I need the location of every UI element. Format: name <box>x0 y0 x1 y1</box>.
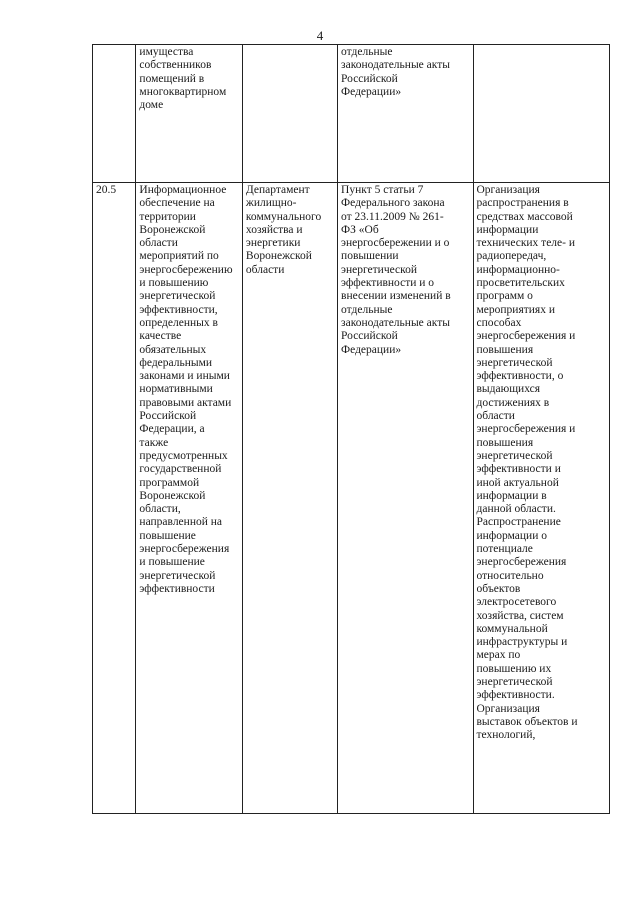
text-line: доме <box>139 99 164 112</box>
text-line: мероприятиях и <box>476 303 555 316</box>
text-line: коммунального <box>245 210 322 223</box>
text-line: информации <box>476 223 539 236</box>
text-line: энергетики <box>245 237 301 250</box>
cell-result <box>473 183 610 814</box>
cell-executor <box>242 45 337 183</box>
cell-number <box>93 45 136 183</box>
text-line: выставок объектов и <box>476 715 578 728</box>
text-line: внесении изменений в <box>341 290 451 303</box>
text-line: эффективности, <box>139 303 218 316</box>
text-line: нормативными <box>139 383 213 396</box>
text-line: отдельные <box>341 46 393 58</box>
text-line: Воронежской <box>245 250 312 263</box>
cell-legal-basis <box>338 45 473 183</box>
text-line: потенциале <box>476 543 533 556</box>
table-row <box>93 45 610 183</box>
measures-table <box>92 44 610 814</box>
text-line: электросетевого <box>476 596 557 609</box>
text-line: направленной на <box>139 516 223 529</box>
text-line: повышения <box>476 343 534 356</box>
text-line: и повышению <box>139 277 209 290</box>
text-line: области <box>476 410 515 423</box>
text-line: энергетической <box>139 290 216 303</box>
text-line: Российской <box>139 410 197 423</box>
text-line: технических теле- и <box>476 237 576 250</box>
text-line: законодательные акты <box>341 59 450 72</box>
text-line: Организация <box>476 184 540 196</box>
page-number: 4 <box>316 28 324 43</box>
text-line: законодательные акты <box>341 316 450 329</box>
text-line: Федерации, а <box>139 423 205 436</box>
text-line: Пункт 5 статьи 7 <box>341 184 424 196</box>
text-line: Федерации» <box>341 343 402 356</box>
text-line: территории <box>139 210 196 223</box>
text-line: эффективности <box>139 582 215 595</box>
text-line: энергосбережения и <box>476 423 576 436</box>
cell-result <box>473 45 610 183</box>
text-line: определенных в <box>139 316 218 329</box>
text-line: повышению их <box>476 662 552 675</box>
text-line: энергетической <box>341 263 418 276</box>
cell-executor <box>242 183 337 814</box>
text-line: правовыми актами <box>139 396 232 409</box>
text-line: имущества <box>139 46 194 58</box>
text-line: эффективности и о <box>341 277 435 290</box>
text-line: области, <box>139 503 181 516</box>
text-line: ФЗ «Об <box>341 223 379 236</box>
cell-legal-basis <box>338 183 473 814</box>
text-line: Российской <box>341 72 398 85</box>
text-line: энергосбережении и о <box>341 237 450 250</box>
text-line: собственников <box>139 59 212 72</box>
text-line: выдающихся <box>476 383 541 396</box>
text-line: энергосбережения <box>476 556 567 569</box>
text-line: распространения в <box>476 197 569 210</box>
text-line: энергетической <box>476 449 553 462</box>
text-line: информации в <box>476 489 547 502</box>
text-line: жилищно- <box>245 197 297 210</box>
text-line: также <box>139 436 169 449</box>
text-line: предусмотренных <box>139 449 228 462</box>
text-line: энергосбережению <box>139 263 233 276</box>
text-line: помещений в <box>139 72 205 85</box>
text-line: Воронежской <box>139 489 206 502</box>
text-line: средствах массовой <box>476 210 573 223</box>
text-line: Воронежской <box>139 223 206 236</box>
text-line: программ о <box>476 290 533 303</box>
text-line: повышении <box>341 250 399 263</box>
text-line: энергетической <box>476 356 553 369</box>
text-line: обязательных <box>139 343 207 356</box>
cell-number: 20.5 <box>93 183 136 814</box>
text-line: эффективности и <box>476 463 561 476</box>
text-line: просветительских <box>476 277 565 290</box>
text-line: эффективности. <box>476 689 555 702</box>
text-line: объектов <box>476 582 521 595</box>
text-line: хозяйства и <box>245 223 303 236</box>
text-line: обеспечение на <box>139 197 215 210</box>
text-line: от 23.11.2009 № 261- <box>341 210 444 223</box>
text-line: законами и иными <box>139 370 230 383</box>
text-line: энергосбережения и <box>476 330 576 343</box>
text-line: информации о <box>476 529 547 542</box>
text-line: федеральными <box>139 356 213 369</box>
text-line: энергетической <box>476 675 553 688</box>
text-line: мероприятий по <box>139 250 219 263</box>
text-line: отдельные <box>341 303 393 316</box>
text-line: радиопередач, <box>476 250 547 263</box>
text-line: инфраструктуры и <box>476 636 568 649</box>
text-line: повышения <box>476 436 534 449</box>
cell-event <box>136 183 243 814</box>
text-line: энергетической <box>139 569 216 582</box>
text-line: Федерации» <box>341 85 402 98</box>
text-line: программой <box>139 476 200 489</box>
text-line: государственной <box>139 463 222 476</box>
text-line: технологий, <box>476 729 536 742</box>
text-line: Организация <box>476 702 540 715</box>
cell-event <box>136 45 243 183</box>
text-line: многоквартирном <box>139 85 227 98</box>
text-line: качестве <box>139 330 182 343</box>
table-row <box>93 183 610 814</box>
text-line: эффективности, о <box>476 370 564 383</box>
text-line: Департамент <box>245 184 310 196</box>
text-line: способах <box>476 316 522 329</box>
text-line: Распространение <box>476 516 561 529</box>
text-line: и повышение <box>139 556 205 569</box>
text-line: повышение <box>139 529 196 542</box>
text-line: Информационное <box>139 184 227 196</box>
text-line: области <box>245 263 285 276</box>
text-line: Российской <box>341 330 398 343</box>
text-line: хозяйства, систем <box>476 609 564 622</box>
text-line: иной актуальной <box>476 476 559 489</box>
text-line: области <box>139 237 178 250</box>
text-line: энергосбережения <box>139 543 230 556</box>
text-line: данной области. <box>476 503 556 516</box>
text-line: относительно <box>476 569 544 582</box>
text-line: информационно- <box>476 263 560 276</box>
text-line: достижениях в <box>476 396 550 409</box>
text-line: мерах по <box>476 649 521 662</box>
text-line: Федерального закона <box>341 197 445 210</box>
text-line: коммунальной <box>476 622 548 635</box>
